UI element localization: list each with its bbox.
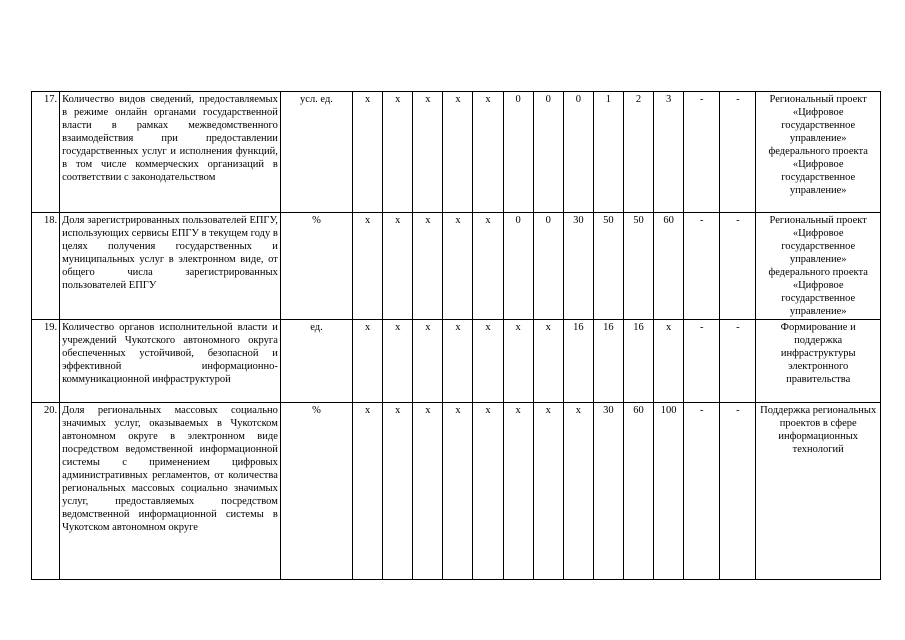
- value-cell: х: [443, 403, 473, 580]
- value-cell: х: [413, 320, 443, 403]
- value-cell: х: [383, 213, 413, 320]
- value-cell: 0: [563, 92, 593, 213]
- unit-cell: ед.: [280, 320, 352, 403]
- value-cell: х: [413, 403, 443, 580]
- unit-cell: %: [280, 213, 352, 320]
- value-cell: х: [473, 320, 503, 403]
- value-cell: 0: [533, 213, 563, 320]
- value-cell: 30: [593, 403, 623, 580]
- value-cell: х: [353, 213, 383, 320]
- value-cell: -: [720, 403, 756, 580]
- value-cell: х: [443, 92, 473, 213]
- value-cell: 16: [563, 320, 593, 403]
- unit-cell: усл. ед.: [280, 92, 352, 213]
- value-cell: 100: [654, 403, 684, 580]
- value-cell: х: [503, 320, 533, 403]
- value-cell: х: [413, 213, 443, 320]
- project-cell: Формирование и поддержка инфраструктуры электронного правительства: [756, 320, 881, 403]
- value-cell: х: [563, 403, 593, 580]
- project-cell: Региональный проект «Цифровое государственное управление» федерального проекта «Цифровое государственное управление»: [756, 213, 881, 320]
- table-row: [32, 403, 881, 580]
- value-cell: х: [443, 213, 473, 320]
- value-cell: 0: [503, 92, 533, 213]
- value-cell: х: [473, 403, 503, 580]
- unit-cell: %: [280, 403, 352, 580]
- indicator-description: Доля региональных массовых социально значимых услуг, оказываемых в Чукотском автономном округе в электронном виде посредством ведомственной информационной системы с применением цифровых административных регламентов, от количества региональных массовых социально значимых услуг, предоставляемых посредством ведомственной информационной системы в Чукотском автономном округе: [60, 403, 281, 580]
- value-cell: 0: [533, 92, 563, 213]
- value-cell: х: [443, 320, 473, 403]
- row-number: 19.: [32, 320, 60, 403]
- value-cell: х: [353, 320, 383, 403]
- value-cell: 60: [623, 403, 653, 580]
- indicator-description: Количество видов сведений, предоставляемых в режиме онлайн органами государственной власти в рамках межведомственного взаимодействия при предоставлении государственных услуг и исполнения функций, в том числе коммерческих организаций в соответствии с законодательством: [60, 92, 281, 213]
- row-number: 20.: [32, 403, 60, 580]
- value-cell: -: [684, 403, 720, 580]
- value-cell: 50: [623, 213, 653, 320]
- value-cell: х: [533, 320, 563, 403]
- value-cell: -: [684, 320, 720, 403]
- value-cell: 30: [563, 213, 593, 320]
- indicator-description: Доля зарегистрированных пользователей ЕПГУ, использующих сервисы ЕПГУ в текущем году в целях получения государственных и муниципальных услуг в электронном виде, от общего числа зарегистрированных пользователей ЕПГУ: [60, 213, 281, 320]
- value-cell: х: [503, 403, 533, 580]
- table-row: [32, 320, 881, 403]
- row-number: 17.: [32, 92, 60, 213]
- table-row: [32, 92, 881, 213]
- value-cell: -: [720, 92, 756, 213]
- project-cell: Поддержка региональных проектов в сфере информационных технологий: [756, 403, 881, 580]
- project-cell: Региональный проект «Цифровое государственное управление» федерального проекта «Цифровое государственное управление»: [756, 92, 881, 213]
- value-cell: -: [720, 213, 756, 320]
- table-row: [32, 213, 881, 320]
- value-cell: 16: [623, 320, 653, 403]
- value-cell: 1: [593, 92, 623, 213]
- indicator-description: Количество органов исполнительной власти и учреждений Чукотского автономного округа обеспеченных устойчивой, безопасной и эффективной информационно-коммуникационной инфраструктурой: [60, 320, 281, 403]
- value-cell: 60: [654, 213, 684, 320]
- value-cell: х: [473, 213, 503, 320]
- row-number: 18.: [32, 213, 60, 320]
- value-cell: 0: [503, 213, 533, 320]
- value-cell: х: [413, 92, 443, 213]
- value-cell: 2: [623, 92, 653, 213]
- value-cell: х: [353, 92, 383, 213]
- value-cell: х: [383, 320, 413, 403]
- value-cell: 50: [593, 213, 623, 320]
- value-cell: х: [533, 403, 563, 580]
- value-cell: 3: [654, 92, 684, 213]
- indicators-table: [31, 91, 881, 580]
- value-cell: -: [720, 320, 756, 403]
- value-cell: х: [383, 403, 413, 580]
- value-cell: х: [654, 320, 684, 403]
- value-cell: х: [473, 92, 503, 213]
- value-cell: х: [383, 92, 413, 213]
- value-cell: -: [684, 92, 720, 213]
- value-cell: х: [353, 403, 383, 580]
- value-cell: -: [684, 213, 720, 320]
- value-cell: 16: [593, 320, 623, 403]
